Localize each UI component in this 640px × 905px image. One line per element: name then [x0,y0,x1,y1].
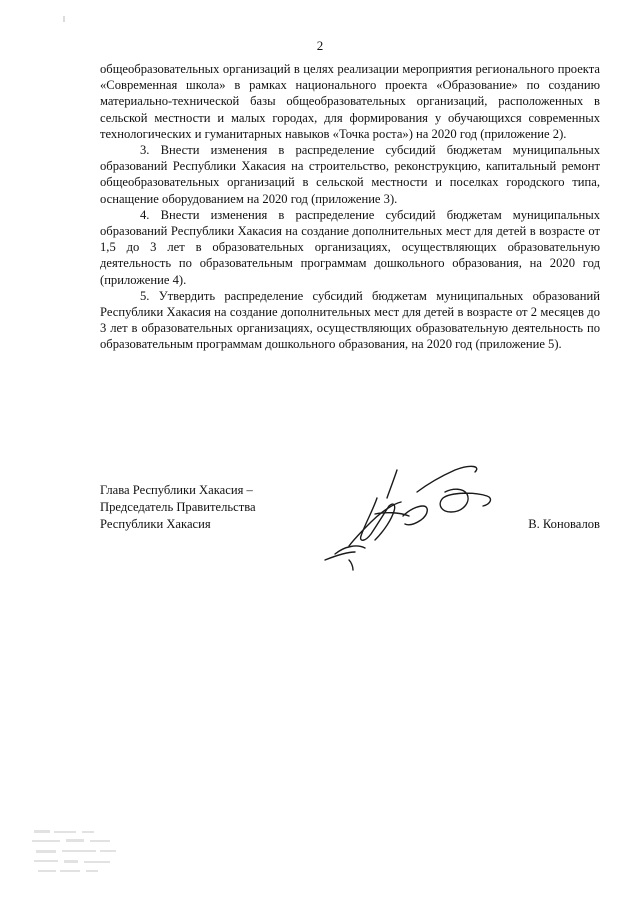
faded-stamp-mark [30,828,140,880]
handwritten-signature [305,462,505,572]
paragraph-item-5: 5. Утвердить распределение субсидий бюджетам муниципальных образований Республики Хакасия на создание дополнительных мест для детей в возрасте от 2 месяцев до 3 лет в образовательных организациях, осуществляющих образовательную деятельность по образовательным программам дошкольного образования, на 2020 год (приложение 5). [100,288,600,352]
signer-position [100,482,256,533]
signer-position-line: Глава Республики Хакасия – [100,483,253,497]
paragraph-continuation: общеобразовательных организаций в целях реализации мероприятия регионального проекта «Современная школа» в рамках национального проекта «Образование» по созданию материально-технической базы общеобразовательных организаций, расположенных в сельской местности и малых городах, для формирования у обучающихся современных технологических и гуманитарных навыков «Точка роста») на 2020 год (приложение 2). [100,62,600,141]
document-body [100,61,600,353]
paragraph-item-4: 4. Внести изменения в распределение субсидий бюджетам муниципальных образований Республики Хакасия на создание дополнительных мест для детей в возрасте от 1,5 до 3 лет в образовательных организациях, осуществляющих образовательную деятельность по образовательным программам дошкольного образования, на 2020 год (приложение 4). [100,207,600,287]
signer-position-line: Республики Хакасия [100,517,211,531]
paragraph-item-3: 3. Внести изменения в распределение субсидий бюджетам муниципальных образований Республики Хакасия на строительство, реконструкцию, капитальный ремонт общеобразовательных организаций в сельской местности и поселках городского типа, оснащение оборудованием на 2020 год (приложение 3). [100,143,600,206]
signer-name: В. Коновалов [528,517,600,531]
scan-artifact [63,16,65,22]
page-number: 2 [316,38,324,53]
signer-position-line: Председатель Правительства [100,500,256,514]
